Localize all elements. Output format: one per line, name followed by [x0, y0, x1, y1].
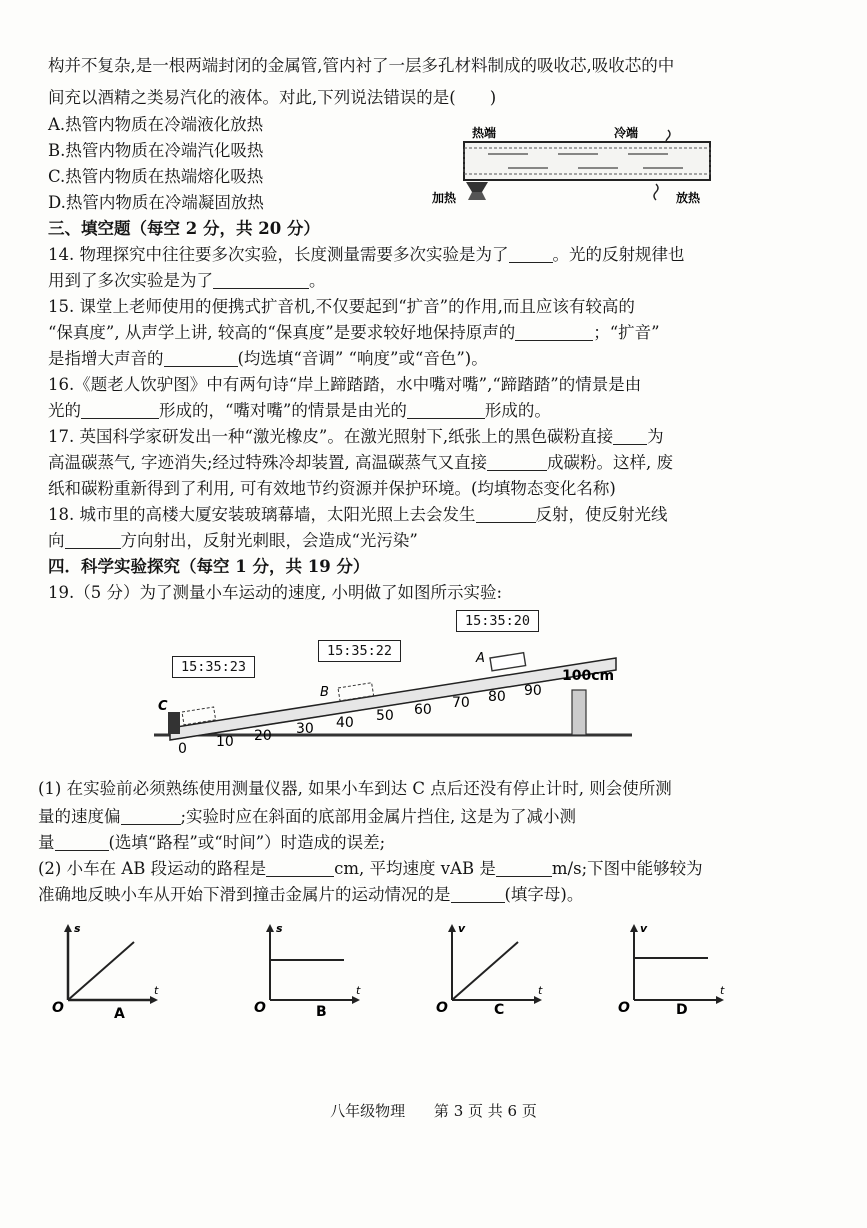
origin-label: O — [52, 1000, 64, 1016]
q15-blank-1[interactable] — [515, 340, 593, 341]
q17-blank-2[interactable] — [487, 470, 547, 471]
q19-stem: 19.（5 分）为了测量小车运动的速度, 小明做了如图所示实验: — [48, 583, 503, 602]
q18-text: 向 — [48, 531, 65, 550]
tick-label: 80 — [488, 689, 506, 705]
tick-label: 70 — [452, 695, 470, 711]
time-box-a: 15:35:20 — [456, 610, 539, 632]
heating-label: 加热 — [432, 191, 457, 205]
q15-text: (均选填“音调” “响度”或“音色”)。 — [237, 349, 488, 368]
tick-label: 10 — [216, 734, 234, 750]
q19-part2-line1 — [38, 858, 703, 880]
tick-label: 100cm — [562, 668, 615, 684]
q15-line2 — [48, 322, 660, 344]
q14-text: 。光的反射规律也 — [552, 245, 685, 264]
ruler-edge — [170, 670, 616, 740]
y-axis-label: s — [276, 922, 283, 935]
q16-blank-2[interactable] — [407, 418, 485, 419]
burner-base-icon — [468, 192, 486, 200]
q17-text: 成碳粉。这样, 废 — [547, 453, 674, 472]
q14-text: 用到了多次实验是为了 — [48, 271, 213, 290]
q19-part1-line1: (1) 在实验前必须熟练使用测量仪器, 如果小车到达 C 点后还没有停止计时, 则会使所测 — [38, 779, 672, 798]
heat-wave-icon — [654, 184, 658, 200]
section-3-heading: 三、填空题（每空 2 分，共 20 分） — [48, 219, 320, 238]
q17-line3: 纸和碳粉重新得到了利用, 可有效地节约资源并保护环境。(均填物态变化名称) — [48, 479, 616, 498]
metal-plate — [168, 712, 180, 734]
y-axis-label: v — [458, 922, 466, 935]
q19-text: cm, 平均速度 vAB 是 — [334, 859, 496, 878]
q18-blank-1[interactable] — [476, 522, 536, 523]
q13-paren-close: ) — [489, 88, 497, 107]
graph-c — [436, 922, 543, 1018]
q17-blank-1[interactable] — [613, 444, 647, 445]
option-c: C.热管内物质在热端熔化吸热 — [48, 167, 264, 186]
graph-line — [452, 942, 518, 1000]
q14-text: 。 — [309, 271, 326, 290]
point-b-label: B — [320, 685, 329, 700]
tick-label: 20 — [254, 728, 272, 744]
graph-letter: B — [316, 1004, 327, 1020]
q19-blank-4[interactable] — [496, 876, 552, 877]
tick-label: 0 — [178, 741, 187, 757]
q19-text: m/s;下图中能够较为 — [551, 859, 703, 878]
q13-stem-line2 — [48, 87, 496, 109]
graph-line — [68, 942, 134, 1000]
graph-b — [254, 922, 361, 1020]
origin-label: O — [254, 1000, 266, 1016]
q19-part1-line3 — [38, 832, 385, 854]
q19-text: 准确地反映小车从开始下滑到撞击金属片的运动情况的是 — [38, 885, 451, 904]
x-axis-label: t — [356, 984, 361, 997]
tick-label: 90 — [524, 683, 542, 699]
tick-label: 50 — [376, 708, 394, 724]
q16-text: 形成的，“嘴对嘴”的情景是由光的 — [159, 401, 407, 420]
car-at-a — [490, 653, 526, 671]
q15-text: “保真度”, 从声学上讲, 较高的“保真度”是要求较好地保持原声的 — [48, 323, 516, 342]
x-axis-label: t — [720, 984, 725, 997]
q13-stem-line1: 构并不复杂,是一根两端封闭的金属管,管内衬了一层多孔材料制成的吸收芯,吸收芯的中 — [48, 56, 675, 75]
ramp-support — [572, 690, 586, 735]
q14-text: 14. 物理探究中往往要多次实验，长度测量需要多次实验是为了 — [48, 245, 509, 264]
q14-blank-2[interactable] — [213, 288, 309, 289]
time-box-b: 15:35:22 — [318, 640, 401, 662]
x-axis-label: t — [154, 984, 159, 997]
q16-line1: 16.《题老人饮驴图》中有两句诗“岸上蹄踏踏，水中嘴对嘴”,“蹄踏踏”的情景是由 — [48, 375, 642, 394]
y-axis-label: v — [640, 922, 648, 935]
q18-line1 — [48, 504, 668, 526]
q19-part1-line2 — [38, 806, 576, 828]
tick-label: 60 — [414, 702, 432, 718]
release-label: 放热 — [676, 191, 701, 205]
origin-label: O — [436, 1000, 448, 1016]
q14-line2 — [48, 270, 326, 292]
q15-line3 — [48, 348, 488, 370]
ramp-figure — [150, 640, 640, 760]
q19-blank-3[interactable] — [266, 876, 334, 877]
x-axis-label: t — [538, 984, 543, 997]
hot-end-label: 热端 — [472, 126, 497, 140]
option-a: A.热管内物质在冷端液化放热 — [48, 115, 264, 134]
q15-text: 是指增大声音的 — [48, 349, 164, 368]
q15-text: ；“扩音” — [593, 323, 660, 342]
tick-label: 40 — [336, 715, 354, 731]
tick-label: 30 — [296, 721, 314, 737]
q18-text: 反射，使反射光线 — [535, 505, 668, 524]
q19-text: 量的速度偏 — [38, 807, 121, 826]
q14-line1 — [48, 244, 685, 266]
q16-text: 光的 — [48, 401, 81, 420]
footer-subject: 八年级物理 — [330, 1102, 406, 1120]
q18-text: 18. 城市里的高楼大厦安装玻璃幕墙，太阳光照上去会发生 — [48, 505, 476, 524]
q17-text: 为 — [647, 427, 664, 446]
q19-text: (2) 小车在 AB 段运动的路程是 — [38, 859, 267, 878]
graph-a — [52, 922, 159, 1022]
graph-d — [618, 922, 725, 1018]
option-b: B.热管内物质在冷端汽化吸热 — [48, 141, 264, 160]
section-4-heading: 四．科学实验探究（每空 1 分，共 19 分） — [48, 557, 370, 576]
page-footer — [0, 1100, 867, 1121]
q16-line2 — [48, 400, 551, 422]
q19-blank-5[interactable] — [451, 902, 505, 903]
q19-blank-1[interactable] — [121, 824, 181, 825]
q14-blank-1[interactable] — [509, 262, 553, 263]
q13-stem-text: 间充以酒精之类易汽化的液体。对此,下列说法错误的是( — [48, 88, 456, 107]
q19-blank-2[interactable] — [55, 850, 109, 851]
q16-text: 形成的。 — [484, 401, 551, 420]
time-box-c: 15:35:23 — [172, 656, 255, 678]
q19-text: (选填“路程”或“时间”）时造成的误差; — [108, 833, 386, 852]
q17-text: 17. 英国科学家研发出一种“激光橡皮”。在激光照射下,纸张上的黑色碳粉直接 — [48, 427, 614, 446]
origin-label: O — [618, 1000, 630, 1016]
q18-blank-2[interactable] — [65, 548, 121, 549]
q17-line2 — [48, 452, 673, 474]
q17-line1 — [48, 426, 664, 448]
q17-text: 高温碳蒸气, 字迹消失;经过特殊冷却装置, 高温碳蒸气又直接 — [48, 453, 488, 472]
q19-text: (填字母)。 — [504, 885, 584, 904]
graph-letter: A — [114, 1006, 125, 1022]
heat-pipe-figure — [428, 118, 718, 210]
cold-end-label: 冷端 — [614, 126, 639, 140]
q18-line2 — [48, 530, 418, 552]
q19-part2-line2 — [38, 884, 583, 906]
y-axis-label: s — [74, 922, 81, 935]
point-c-label: C — [158, 699, 168, 714]
graph-letter: D — [676, 1002, 688, 1018]
q19-text: ;实验时应在斜面的底部用金属片挡住, 这是为了减小测 — [180, 807, 577, 826]
burner-icon — [466, 182, 488, 192]
incline-ruler — [170, 658, 616, 740]
ruler-ticks — [178, 668, 614, 757]
q16-blank-1[interactable] — [81, 418, 159, 419]
option-d: D.热管内物质在冷端凝固放热 — [48, 193, 264, 212]
point-a-label: A — [476, 651, 485, 666]
graph-letter: C — [494, 1002, 505, 1018]
q15-line1: 15. 课堂上老师使用的便携式扩音机,不仅要起到“扩音”的作用,而且应该有较高的 — [48, 297, 635, 316]
motion-graphs — [46, 920, 766, 1030]
q19-text: 量 — [38, 833, 55, 852]
q18-text: 方向射出，反射光刺眼，会造成“光污染” — [120, 531, 418, 550]
q15-blank-2[interactable] — [164, 366, 238, 367]
footer-page-number: 第 3 页 共 6 页 — [433, 1102, 537, 1120]
